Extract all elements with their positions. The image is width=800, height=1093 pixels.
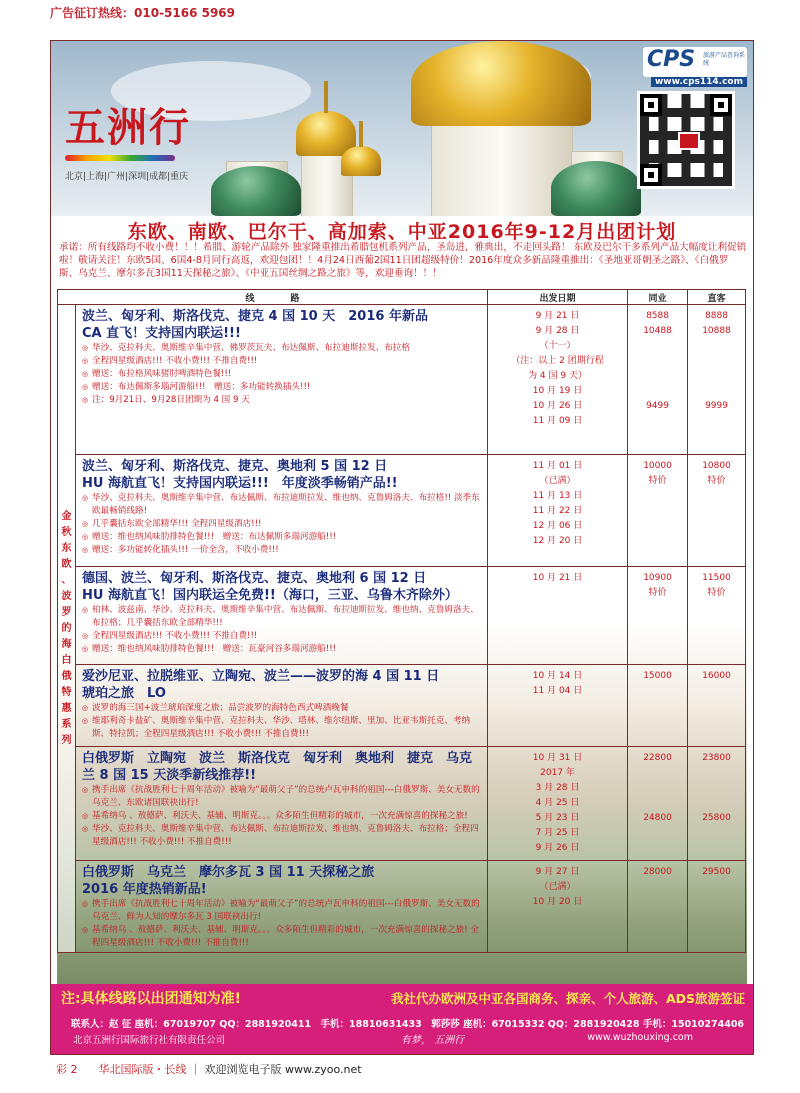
route-feature: ◎ 柏林、波兹南、华沙、克拉科夫、奥斯维辛集中营、布达佩斯、布拉迪斯拉发、维也纳、克鲁姆洛夫、布拉格；几乎囊括东欧全部精华!!! (82, 604, 483, 630)
route-feature: ◎ 全程四星级酒店!!! 不收小费!!! 不推自费!!! (82, 630, 483, 643)
peer-price-cell (628, 861, 688, 953)
route-title: 波兰、匈牙利、斯洛伐克、捷克、奥地利 5 国 12 日 (82, 459, 388, 474)
departure-date-value: 2017 年 (540, 768, 575, 778)
departure-date-value: 9 月 28 日 (535, 326, 580, 336)
peer-price-value: 10000 (643, 461, 672, 471)
logo-cities: 北京|上海|广州|深圳|成都|重庆 (65, 172, 189, 182)
footer-slogan: 我社代办欧洲及中亚各国商务、探亲、个人旅游、ADS旅游签证 (390, 991, 745, 1006)
wuzhouxing-logo (65, 96, 245, 186)
header-peer: 同业 (628, 290, 688, 305)
logo-rainbow (65, 155, 175, 161)
series-label-char: 波 (61, 590, 72, 602)
table-row (58, 665, 746, 747)
direct-price-value: 10888 (702, 326, 731, 336)
departure-date-value: 9 月 26 日 (535, 843, 580, 853)
route-feature: ◎ 注：9月21日、9月28日团期为 4 国 9 天 (82, 394, 483, 407)
tour-table (57, 289, 746, 953)
online-link[interactable]: 欢迎浏览电子版 www.zyoo.net (204, 1063, 362, 1076)
peer-price-cell (628, 567, 688, 665)
footer-company: 北京五洲行国际旅行社有限责任公司 (73, 1035, 226, 1046)
route-feature: ◎ 赠送：维也纳风味肋排特色餐!!! 赠送：布达佩斯多瑙河游船!!! (82, 531, 483, 544)
header-route: 线 路 (58, 290, 488, 305)
page-title: 东欧、南欧、巴尔干、高加索、中亚2016年9-12月出团计划 (127, 221, 677, 243)
footer-motto: 有梦， 五洲行 (401, 1035, 465, 1046)
table-row (58, 861, 746, 953)
cps-subtitle: 旅游产品查询系统 (703, 52, 746, 67)
series-label-char: 欧 (61, 558, 72, 570)
direct-price-value (688, 339, 745, 354)
series-label-char: 东 (61, 542, 72, 554)
route-feature: ◎ 赠送：多功能转化插头!!! 一价全含，不收小费!!! (82, 544, 483, 557)
departure-date-value: 为 4 国 9 天） (528, 371, 587, 381)
departure-date-value: （十一） (539, 341, 576, 351)
route-feature: ◎ 赠送：布达佩斯多瑙河游船!!! 赠送：多功能转换插头!!! (82, 381, 483, 394)
departure-date-value: （注：以上 2 团期行程 (511, 356, 604, 366)
route-title: 德国、波兰、匈牙利、斯洛伐克、捷克、奥地利 6 国 12 日 (82, 571, 427, 586)
departure-date-value: 10 月 20 日 (532, 897, 583, 907)
departure-date-value: 10 月 26 日 (532, 401, 583, 411)
departure-date-value: 11 月 04 日 (532, 686, 583, 696)
series-label-char: 海 (61, 638, 72, 650)
route-title: 白俄罗斯 立陶宛 波兰 斯洛伐克 匈牙利 奥地利 捷克 乌克 (82, 751, 473, 766)
peer-price-value: 28000 (643, 867, 672, 877)
direct-price-cell (688, 861, 746, 953)
route-feature: ◎ 几乎囊括东欧全部精华!!! 全程四星级酒店!!! (82, 518, 483, 531)
footer-band (51, 984, 753, 1054)
section-name: 华北国际版・长线 (98, 1063, 187, 1076)
direct-price-value: 8888 (705, 311, 728, 321)
route-feature: ◎ 携手出席《抗战胜利七十周年活动》被喻为“最萌父子”的总统卢瓦申科的祖国---白俄罗斯、美女无数的乌克兰、鲜为人知的摩尔多瓦 3 国联袂出行! (82, 898, 483, 924)
departure-date-value: 10 月 14 日 (532, 671, 583, 681)
series-label-char: 惠 (61, 702, 72, 714)
peer-price-value: 特价 (648, 476, 667, 486)
route-title: 爱沙尼亚、拉脱维亚、立陶宛、波兰——波罗的海 4 国 11 日 (82, 669, 440, 684)
peer-price-value: 15000 (643, 671, 672, 681)
departure-date-value: 12 月 06 日 (532, 521, 583, 531)
cps-url[interactable]: www.cps114.com (651, 77, 747, 87)
series-label-char: 俄 (61, 670, 72, 682)
route-feature: ◎ 华沙、克拉科夫、奥斯维辛集中营、布达佩斯、布拉迪斯拉发、维也纳、克鲁姆洛夫、布拉格!! 淡季东欧最畅销线路! (82, 492, 483, 518)
peer-price-cell (628, 665, 688, 747)
banner (51, 41, 753, 216)
departure-date-value: 10 月 31 日 (532, 753, 583, 763)
direct-price-cell (688, 567, 746, 665)
route-cell (76, 455, 488, 567)
series-label (58, 305, 76, 953)
departure-date-value: 11 月 22 日 (532, 506, 583, 516)
series-label-char: 秋 (61, 526, 72, 538)
route-title: 兰 8 国 15 天淡季新线推荐!! (82, 768, 257, 783)
route-feature: ◎ 赠送：维也纳风味肋排特色餐!!! 赠送：瓦豪河谷多瑙河游船!!! (82, 643, 483, 656)
route-feature: ◎ 华沙、克拉科夫、奥斯维辛集中营、布达佩斯、布拉迪斯拉发、维也纳、克鲁姆洛夫、布拉格；全程四星级酒店!!! 不收小费!!! 不推自费!!! (82, 823, 483, 849)
direct-price-value: 9999 (705, 401, 728, 411)
header-dates: 出发日期 (488, 290, 628, 305)
table-row (58, 305, 746, 455)
table-row (58, 455, 746, 567)
direct-price-value (688, 766, 745, 781)
peer-price-value (628, 339, 687, 354)
departure-date-value: 3 月 28 日 (535, 783, 580, 793)
direct-price-value (688, 354, 745, 369)
series-label-char: 列 (61, 734, 72, 746)
direct-price-cell (688, 665, 746, 747)
direct-price-value: 16000 (702, 671, 731, 681)
peer-price-value (628, 781, 687, 796)
series-label-char: 金 (61, 510, 72, 522)
series-label-char: 的 (61, 622, 72, 634)
departure-date-value: 11 月 01 日 (532, 461, 583, 471)
route-title: CA 直飞！支持国内联运!!! (82, 326, 241, 341)
departure-date-value: 9 月 27 日 (535, 867, 580, 877)
direct-price-cell (688, 455, 746, 567)
departure-date-value: 10 月 19 日 (532, 386, 583, 396)
direct-price-value: 29500 (702, 867, 731, 877)
route-feature: ◎ 全程四星级酒店!!! 不收小费!!! 不推自费!!! (82, 355, 483, 368)
table-row (58, 567, 746, 665)
peer-price-cell (628, 305, 688, 455)
route-feature: ◎ 携手出席《抗战胜利七十周年活动》被喻为“最萌父子”的总统卢瓦申科的祖国---白俄罗斯、美女无数的乌克兰、东欧诸国联袂出行! (82, 784, 483, 810)
qr-code-icon (637, 91, 735, 189)
series-label-char: 、 (61, 574, 72, 586)
peer-price-value: 10900 (643, 573, 672, 583)
direct-price-cell (688, 747, 746, 861)
departure-date-value: 10 月 21 日 (532, 573, 583, 583)
peer-price-value (628, 384, 687, 399)
logo-text: 五洲行 (65, 104, 191, 151)
route-feature: ◎ 华沙、克拉科夫、奥斯维辛集中营、佛罗茨瓦夫、布达佩斯、布拉迪斯拉发、布拉格 (82, 342, 483, 355)
cps-badge (643, 47, 747, 77)
route-cell (76, 305, 488, 455)
route-title: HU 海航直飞！国内联运全免费!!（海口，三亚、乌鲁木齐除外） (82, 588, 458, 603)
page-number: 彩 2 (56, 1063, 78, 1076)
direct-price-value: 特价 (707, 476, 726, 486)
peer-price-value: 22800 (643, 753, 672, 763)
footer-note: 注:具体线路以出团通知为准! (61, 991, 241, 1007)
flyer-page (50, 40, 754, 1055)
direct-price-value: 特价 (707, 588, 726, 598)
header-direct: 直客 (688, 290, 746, 305)
departure-date-value: 4 月 25 日 (535, 798, 580, 808)
table-row (58, 747, 746, 861)
series-label-char: 系 (61, 718, 72, 730)
peer-price-value: 9499 (646, 401, 669, 411)
departure-date-value: 9 月 21 日 (535, 311, 580, 321)
departure-date-value: 11 月 09 日 (532, 416, 583, 426)
route-title: 2016 年度热销新品! (82, 882, 207, 897)
intro-text: 承诺：所有线路均不收小费！！！希腊、游轮产品除外 独家隆重推出希腊包机系列产品，圣岛进，雅典出，不走回头路！ 东欧及巴尔干多系列产品大幅度让利促销啦！敬请关注！东欧5国、6国4-8月同行高返，欢迎包团！！4月24日西葡2国11日团超级特价！2016年度众多新品隆重推出：《圣地亚哥朝圣之路》、《白俄罗斯、乌克兰、摩尔多瓦3国11天探秘之旅》、《中亚五国丝绸之路之旅》等，欢迎垂询！！！ (59, 242, 747, 279)
table-header-row (58, 290, 746, 305)
route-feature: ◎ 维耶利奇卡盐矿、奥斯维辛集中营、克拉科夫、华沙、塔林、维尔纽斯、里加、比亚韦斯托克、考纳斯、特拉凯；全程四星级酒店!!! 不收小费!!! 不推自费!!! (82, 715, 483, 741)
series-label-char: 罗 (61, 606, 72, 618)
departure-date-cell (488, 455, 628, 567)
series-label-char: 白 (61, 654, 72, 666)
peer-price-value (628, 354, 687, 369)
direct-price-value: 25800 (702, 813, 731, 823)
route-title: 琥珀之旅 LO (82, 686, 166, 701)
ad-hotline: 广告征订热线：010-5166 5969 (50, 6, 236, 20)
series-label-char: 特 (61, 686, 72, 698)
route-feature: ◎ 基希纳乌 、敖德萨、利沃夫、基辅、明斯克。。。众多陌生但精彩的城市，一次充满惊喜的探秘之旅! (82, 810, 483, 823)
direct-price-value: 23800 (702, 753, 731, 763)
departure-date-cell (488, 305, 628, 455)
peer-price-value (628, 766, 687, 781)
departure-date-cell (488, 665, 628, 747)
direct-price-value (688, 369, 745, 384)
departure-date-value: 11 月 13 日 (532, 491, 583, 501)
footer-contact: 联系人：赵 征 座机：67019707 QQ：2881920411 手机：18810631433 郭莎莎 座机：67015332 QQ：2881920428 手机：15010274406 (71, 1019, 745, 1030)
route-cell (76, 861, 488, 953)
peer-price-value: 特价 (648, 588, 667, 598)
direct-price-value: 11500 (702, 573, 731, 583)
departure-date-value: （已满） (539, 882, 576, 892)
route-cell (76, 747, 488, 861)
route-title: HU 海航直飞！支持国内联运!!! 年度淡季畅销产品!! (82, 476, 398, 491)
route-title: 白俄罗斯 乌克兰 摩尔多瓦 3 国 11 天探秘之旅 (82, 865, 375, 880)
peer-price-cell (628, 747, 688, 861)
direct-price-value (688, 781, 745, 796)
peer-price-value (628, 796, 687, 811)
departure-date-value: 12 月 20 日 (532, 536, 583, 546)
departure-date-value: 7 月 25 日 (535, 828, 580, 838)
direct-price-value: 10800 (702, 461, 731, 471)
route-feature: ◎ 波罗的海三国+波兰琥珀深度之旅；品尝波罗的海特色西式啤酒晚餐 (82, 702, 483, 715)
peer-price-value (628, 369, 687, 384)
route-cell (76, 567, 488, 665)
direct-price-value (688, 384, 745, 399)
footer-website[interactable]: www.wuzhouxing.com (587, 1032, 693, 1043)
route-feature: ◎ 基希纳乌 、敖德萨、利沃夫、基辅、明斯克。。。众多陌生但精彩的城市，一次充满惊喜的探秘之旅! 全程四星级酒店!!! 不收小费!!! 不推自费!!! (82, 924, 483, 950)
departure-date-value: 5 月 23 日 (535, 813, 580, 823)
peer-price-value: 24800 (643, 813, 672, 823)
tour-table-wrap (57, 289, 747, 984)
direct-price-value (688, 796, 745, 811)
peer-price-value: 8588 (646, 311, 669, 321)
peer-price-value: 10488 (643, 326, 672, 336)
departure-date-cell (488, 861, 628, 953)
departure-date-value: （已满） (539, 476, 576, 486)
route-cell (76, 665, 488, 747)
cps-logo: CPS (647, 47, 696, 72)
page-footer-line: 彩 2 华北国际版・长线 ｜ 欢迎浏览电子版 www.zyoo.net (56, 1063, 362, 1076)
peer-price-cell (628, 455, 688, 567)
direct-price-cell (688, 305, 746, 455)
route-feature: ◎ 赠送：布拉格风味猪肘啤酒特色餐!!! (82, 368, 483, 381)
departure-date-cell (488, 747, 628, 861)
departure-date-cell (488, 567, 628, 665)
route-title: 波兰、匈牙利、斯洛伐克、捷克 4 国 10 天 2016 年新品 (82, 309, 428, 324)
